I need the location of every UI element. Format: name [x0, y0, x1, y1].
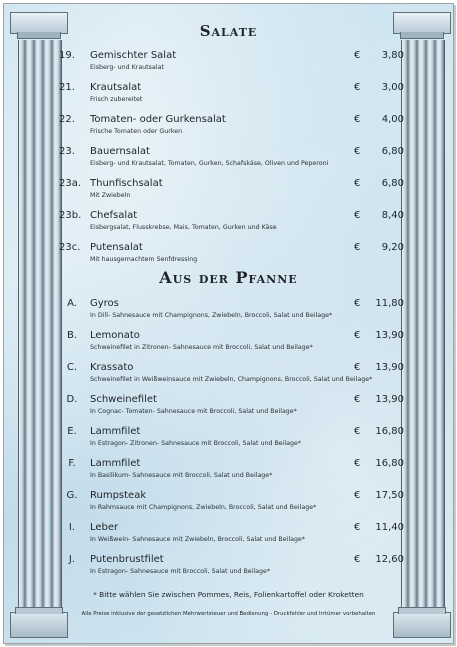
currency-symbol: €: [354, 210, 361, 221]
item-description: Mit Zwiebeln: [90, 192, 131, 199]
item-description: In Estragon- Zitronen- Sahnesauce mit Broccoli, Salat und Beilage*: [90, 440, 302, 447]
item-price: 9,20: [381, 242, 404, 253]
currency-symbol: €: [354, 242, 361, 253]
item-number: 23a.: [59, 178, 82, 189]
item-price: 13,90: [375, 362, 404, 373]
item-description: Eisberg- und Krautsalat: [90, 64, 164, 71]
item-price: 16,80: [375, 426, 404, 437]
currency-symbol: €: [354, 394, 361, 405]
item-description: In Cognac- Tomaten- Sahnesauce mit Broccoli, Salat und Beilage*: [90, 408, 297, 415]
menu-item: [4, 394, 453, 424]
item-name: Thunfischsalat: [90, 178, 163, 189]
item-price: 6,80: [381, 146, 404, 157]
item-name: Bauernsalat: [90, 146, 150, 157]
item-price: 4,00: [381, 114, 404, 125]
currency-symbol: €: [354, 522, 361, 533]
item-number: 21.: [59, 82, 75, 93]
item-number: 23.: [59, 146, 75, 157]
menu-item: [4, 50, 453, 80]
menu-item: [4, 146, 453, 176]
item-description: Mit hausgemachtem Senfdressing: [90, 256, 198, 263]
item-letter: B.: [66, 330, 78, 341]
menu-item: [4, 362, 453, 392]
item-name: Krassato: [90, 362, 134, 373]
item-name: Tomaten- oder Gurkensalat: [90, 114, 226, 125]
currency-symbol: €: [354, 426, 361, 437]
item-description: In Basilikum- Sahnesauce mit Broccoli, Salat und Beilage*: [90, 472, 273, 479]
item-price: 3,80: [381, 50, 404, 61]
item-number: 23b.: [59, 210, 82, 221]
item-name: Gemischter Salat: [90, 50, 177, 61]
item-description: Eisberg- und Krautsalat, Tomaten, Gurken, Schafskäse, Oliven und Peperoni: [90, 160, 329, 167]
item-price: 16,80: [375, 458, 404, 469]
item-description: Schweinefilet in Zitronen- Sahnesauce mit Broccoli, Salat und Beilage*: [90, 344, 313, 351]
menu-item: [4, 522, 453, 552]
currency-symbol: €: [354, 114, 361, 125]
item-name: Lammfilet: [90, 458, 141, 469]
menu-item: [4, 210, 453, 240]
menu-item: [4, 490, 453, 520]
menu-item: [4, 114, 453, 144]
item-price: 13,90: [375, 394, 404, 405]
currency-symbol: €: [354, 490, 361, 501]
menu-item: [4, 458, 453, 488]
item-price: 17,50: [375, 490, 404, 501]
menu-item: [4, 426, 453, 456]
item-name: Rumpsteak: [90, 490, 147, 501]
item-price: 13,90: [375, 330, 404, 341]
currency-symbol: €: [354, 178, 361, 189]
item-description: In Rahmsauce mit Champignons, Zwiebeln, Broccoli, Salat und Beilage*: [90, 504, 317, 511]
currency-symbol: €: [354, 362, 361, 373]
item-description: Frische Tomaten oder Gurken: [90, 128, 183, 135]
section-title-salate: Salate: [199, 22, 258, 40]
item-letter: E.: [67, 426, 77, 437]
item-letter: C.: [66, 362, 78, 373]
item-price: 6,80: [381, 178, 404, 189]
item-number: 23c.: [59, 242, 81, 253]
item-price: 11,80: [375, 298, 404, 309]
menu-item: [4, 82, 453, 112]
item-number: 22.: [59, 114, 75, 125]
section-title-pfanne: Aus der Pfanne: [159, 268, 298, 287]
item-description: Frisch zubereitet: [90, 96, 143, 103]
item-letter: F.: [68, 458, 76, 469]
side-dish-note: * Bitte wählen Sie zwischen Pommes, Reis, Folienkartoffel oder Kroketten: [93, 590, 364, 599]
item-description: Schweinefilet in Weißweinsauce mit Zwiebeln, Champignons, Broccoli, Salat und Beilage*: [90, 376, 373, 383]
currency-symbol: €: [354, 330, 361, 341]
menu-item: [4, 330, 453, 360]
item-name: Lammfilet: [90, 426, 141, 437]
legal-note: Alle Preise inklusive der gesetzlichen Mehrwertsteuer und Bedienung - Druckfehler und Irrtümer vorbehalten: [81, 611, 376, 617]
item-name: Putensalat: [90, 242, 143, 253]
item-name: Lemonato: [90, 330, 140, 341]
item-description: In Dill- Sahnesauce mit Champignons, Zwiebeln, Broccoli, Salat und Beilage*: [90, 312, 333, 319]
item-letter: J.: [68, 554, 76, 565]
currency-symbol: €: [354, 50, 361, 61]
currency-symbol: €: [354, 554, 361, 565]
item-price: 8,40: [381, 210, 404, 221]
item-description: In Estragon- Sahnesauce mit Broccoli, Salat und Beilage*: [90, 568, 271, 575]
currency-symbol: €: [354, 146, 361, 157]
menu-item: [4, 178, 453, 208]
item-name: Putenbrustfilet: [90, 554, 164, 565]
menu-page: [3, 3, 454, 644]
menu-item: [4, 554, 453, 584]
item-name: Chefsalat: [90, 210, 138, 221]
item-letter: I.: [68, 522, 76, 533]
item-description: Eisbergsalat, Flusskrebse, Mais, Tomaten, Gurken und Käse: [90, 224, 277, 231]
menu-item: [4, 298, 453, 328]
item-name: Leber: [90, 522, 119, 533]
item-price: 11,40: [375, 522, 404, 533]
item-name: Gyros: [90, 298, 119, 309]
currency-symbol: €: [354, 458, 361, 469]
item-number: 19.: [59, 50, 75, 61]
currency-symbol: €: [354, 82, 361, 93]
currency-symbol: €: [354, 298, 361, 309]
item-letter: G.: [66, 490, 78, 501]
item-price: 3,00: [381, 82, 404, 93]
item-name: Schweinefilet: [90, 394, 157, 405]
item-letter: A.: [67, 298, 77, 309]
item-name: Krautsalat: [90, 82, 142, 93]
item-letter: D.: [66, 394, 78, 405]
item-price: 12,60: [375, 554, 404, 565]
item-description: In Weißwein- Sahnesauce mit Zwiebeln, Broccoli, Salat und Beilage*: [90, 536, 305, 543]
